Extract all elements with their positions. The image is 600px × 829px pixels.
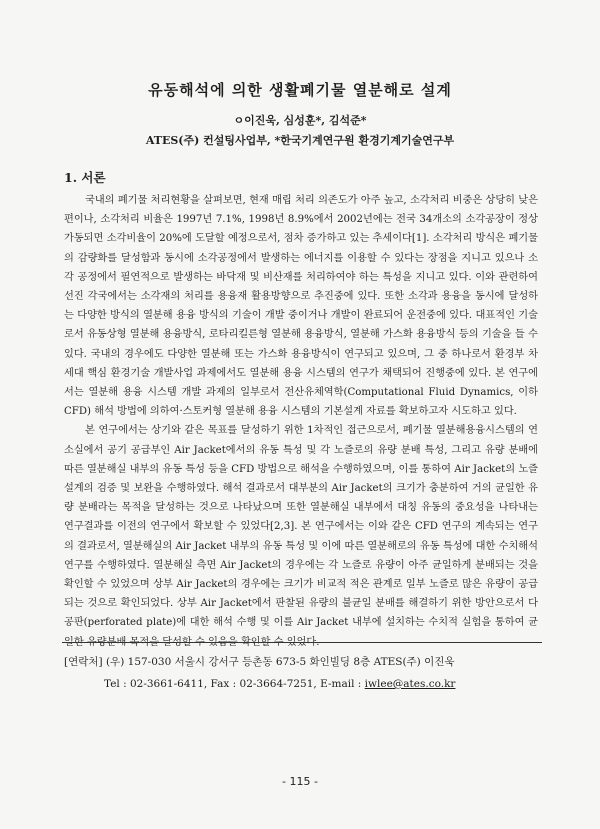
page-number: - 115 -: [282, 775, 318, 788]
contact-address: [연락처] (우) 157-030 서울시 강서구 등촌동 673-5 화인빌딩 8층 ATES(주) 이진욱: [64, 656, 455, 668]
paragraph: 본 연구에서는 상기와 같은 목표를 달성하기 위한 1차적인 접근으로서, 폐기물 열분해용융시스템의 연소실에서 공기 공급부인 Air Jacket에서의 유동 특성 및 각 노즐로의 유량 분배 특성, 그리고 유량 분배에 따른 열분해실 내부의 유동 특성 등을 CFD 방법으로 해석을 수행하였으며, 이를 통하여 Air Jacket의 노즐 설계의 검증 및 보완을 수행하였다. 해석 결과로서 대부분의 Air Jacket의 크기가 충분하여 거의 균일한 유량 분배라는 목적을 달성하는 것으로 나타났으며 또한 열분해실 내부에서 대칭 유동의 중요성을 나타내는 연구결과를 이전의 연구에서 확보할 수 있었다[2,3]. 본 연구에서는 이와 같은 CFD 연구의 계속되는 연구의 결과로서, 열분해실의 Air Jacket 내부의 유동 특성 및 이에 따른 열분해로의 유동 특성에 대한 수치해석 연구를 수행하였다. 열분해실 측면 Air Jacket의 경우에는 각 노즐로 유량이 아주 균일하게 분배되는 것을 확인할 수 있었으며 상부 Air Jacket의 경우에는 크기가 비교적 적은 관계로 일부 노즐로 많은 유량이 공급되는 것으로 확인되었다. 상부 Air Jacket에서 판찰된 유량의 불균일 분배를 해결하기 위한 방안으로서 다공판(perforated plate)에 대한 해석 수행 및 이를 Air Jacket 내부에 설치하는 수치적 실험을 통하여 균일한 유량분배 목적을 달성할 수 있음을 확인할 수 있었다.: [64, 425, 538, 648]
author-list: ㅇ이진욱, 심성훈*, 김석준*: [233, 114, 367, 127]
paper-title: 유동해석에 의한 생활폐기물 열분해로 설계: [148, 81, 452, 99]
paragraph: 국내의 폐기물 처리현황을 살펴보면, 현재 매립 처리 의존도가 아주 높고, 소각처리 비중은 상당히 낮은 편이나, 소각처리 비율은 1997년 7.1%, 1998년 8.9%에서 2002년에는 전국 34개소의 소각공장이 정상가동되면 소각비율이 20%에 도달할 예정으로서, 점차 증가하고 있는 추세이다[1]. 소각처리 방식은 폐기물의 감량화를 달성함과 동시에 소각공정에서 발생하는 에너지를 이용할 수 있다는 장점을 지니고 있으나 소각 공정에서 필연적으로 발생하는 바닥재 및 비산재를 처리하여야 하는 특성을 지니고 있다. 이와 관련하여 선진 각국에서는 소각재의 처리를 용융재 활용방향으로 추진중에 있다. 또한 소각과 용융을 동시에 달성하는 다양한 방식의 열분해 용융 방식의 기술이 개발 중이거나 개발이 완료되어 운전중에 있다. 대표적인 기술로서 유동상형 열분해 용융방식, 로타리킬른형 열분해 용융방식, 열분해 가스화 용융방식 등의 기술을 들 수 있다. 국내의 경우에도 다양한 열분해 또는 가스화 용융방식이 연구되고 있으며, 그 중 하나로서 환경부 차세대 핵심 환경기술 개발사업 과제에서도 열분해 용융 시스템의 연구가 채택되어 진행중에 있다. 본 연구에서는 열분해 용융 시스템 개발 과제의 일부로서 전산유체역학(Computational Fluid Dynamics, 이하 CFD) 해석 방법에 의하여·스토커형 열분해 용융 시스템의 기본설계 자료를 확보하고자 시도하고 있다.: [64, 195, 538, 418]
footnote-divider: [62, 642, 542, 643]
body-text: [64, 191, 538, 652]
contact-phone-fax: Tel : 02-3661-6411, Fax : 02-3664-7251, E-mail :: [104, 678, 365, 690]
contact-email-link[interactable]: iwlee@ates.co.kr: [364, 678, 456, 690]
section-heading: 1. 서론: [64, 170, 106, 185]
contact-phone-line: [64, 678, 580, 690]
affiliation: ATES(주) 컨설팅사업부, *한국기계연구원 환경기계기술연구부: [145, 134, 455, 147]
